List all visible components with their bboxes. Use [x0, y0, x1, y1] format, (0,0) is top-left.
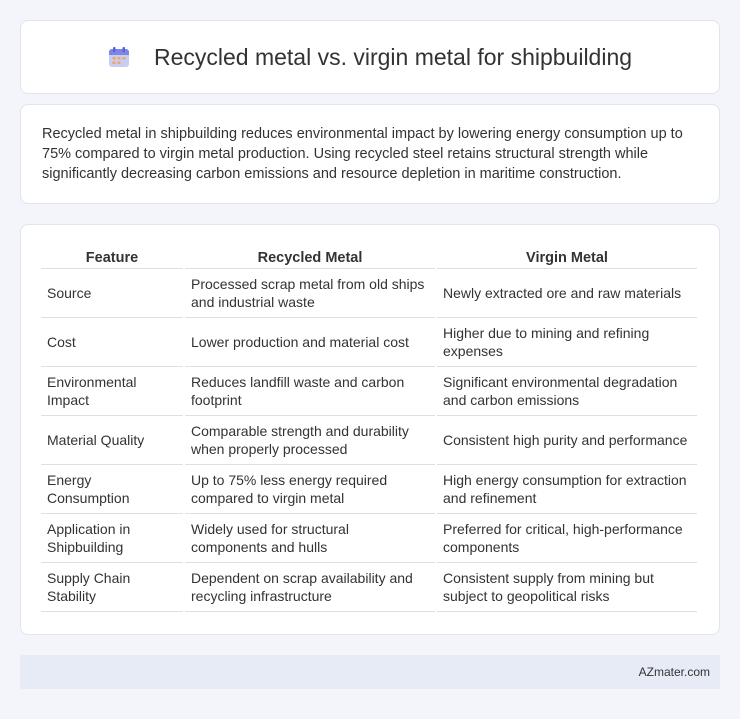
- title-row: [108, 44, 632, 71]
- column-header-feature: Feature: [41, 245, 183, 269]
- table-row: [41, 367, 697, 416]
- virgin-cell: Preferred for critical, high-performance components: [437, 514, 697, 563]
- page-title: Recycled metal vs. virgin metal for shipbuilding: [153, 43, 633, 70]
- feature-cell: Energy Consumption: [41, 465, 183, 514]
- feature-cell: Environmental Impact: [41, 367, 183, 416]
- title-card: [20, 20, 720, 94]
- virgin-cell: Newly extracted ore and raw materials: [437, 269, 697, 318]
- recycled-cell: Up to 75% less energy required compared to virgin metal: [185, 465, 435, 514]
- footer-brand: AZmater.com: [638, 665, 710, 679]
- table-row: [41, 563, 697, 612]
- table-row: [41, 465, 697, 514]
- feature-cell: Application in Shipbuilding: [41, 514, 183, 563]
- table-row: [41, 514, 697, 563]
- table-row: [41, 416, 697, 465]
- recycled-cell: Comparable strength and durability when properly processed: [185, 416, 435, 465]
- intro-text: Recycled metal in shipbuilding reduces environmental impact by lowering energy consumption up to 75% compared to virgin metal production. Using recycled steel retains structural strength while significantly decreasing carbon emissions and resource depletion in maritime construction.: [42, 126, 683, 182]
- recycled-cell: Dependent on scrap availability and recycling infrastructure: [185, 563, 435, 612]
- recycled-cell: Lower production and material cost: [185, 318, 435, 367]
- table-header-row: [41, 245, 697, 269]
- column-header-virgin: Virgin Metal: [437, 245, 697, 269]
- feature-cell: Cost: [41, 318, 183, 367]
- footer: [20, 655, 720, 689]
- virgin-cell: Consistent high purity and performance: [437, 416, 697, 465]
- virgin-cell: High energy consumption for extraction and refinement: [437, 465, 697, 514]
- feature-cell: Supply Chain Stability: [41, 563, 183, 612]
- comparison-table: [39, 245, 699, 612]
- virgin-cell: Consistent supply from mining but subject to geopolitical risks: [437, 563, 697, 612]
- recycled-cell: Reduces landfill waste and carbon footprint: [185, 367, 435, 416]
- recycled-cell: Widely used for structural components and hulls: [185, 514, 435, 563]
- column-header-recycled: Recycled Metal: [185, 245, 435, 269]
- virgin-cell: Significant environmental degradation and carbon emissions: [437, 367, 697, 416]
- virgin-cell: Higher due to mining and refining expenses: [437, 318, 697, 367]
- comparison-card: [20, 224, 720, 635]
- recycled-cell: Processed scrap metal from old ships and industrial waste: [185, 269, 435, 318]
- intro-card: [20, 104, 720, 204]
- table-row: [41, 318, 697, 367]
- feature-cell: Material Quality: [41, 416, 183, 465]
- calendar-icon: [108, 46, 130, 68]
- table-row: [41, 269, 697, 318]
- feature-cell: Source: [41, 269, 183, 318]
